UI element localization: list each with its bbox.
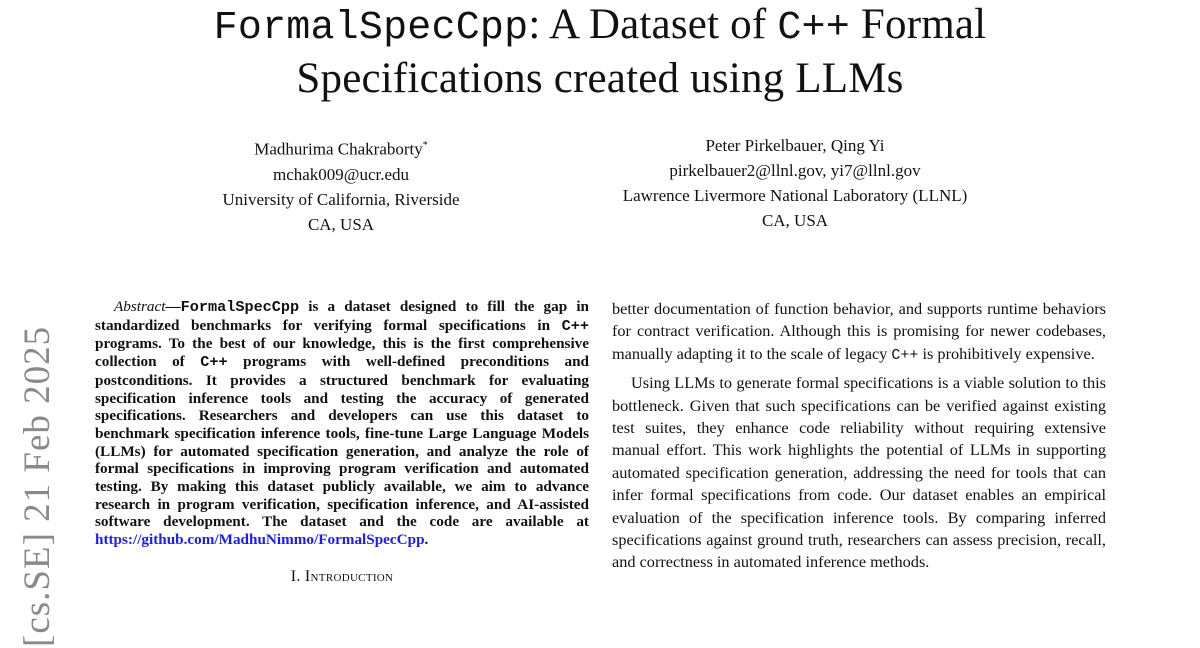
abstract-text-2: programs. To the best of our knowledge, this is the first comprehensive collection of <box>95 335 589 371</box>
author-email: mchak009@ucr.edu <box>272 164 410 184</box>
title-code-name: FormalSpecCpp <box>213 6 529 51</box>
author-location: CA, USA <box>761 211 829 230</box>
abstract-text-1: is a dataset designed to fill the gap in standardized benchmarks for verifying formal specifications in <box>95 298 589 334</box>
intro-paragraph-2: Using LLMs to generate formal specifications is a viable solution to this bottleneck. Given that such specifications can be verified against existing test suites, they enhance code reliability without requiring extensive manual effort. This work highlights the potential of LLMs in supporting automated specification generation, addressing the need for tools that can infer formal specifications from code. Our dataset enables an empirical evaluation of the specification inference tools. By comparing inferred specifications against ground truth, researchers can assess precision, recall, and correctness in automated inference methods. <box>612 373 1106 572</box>
abstract-code-name: FormalSpecCpp <box>180 298 300 316</box>
title-cpp: C++ <box>777 6 850 51</box>
author-location: CA, USA <box>307 214 375 234</box>
author-affiliation: University of California, Riverside <box>222 189 460 209</box>
title-line-2: Specifications created using LLMs <box>296 55 904 102</box>
para1-cpp: C++ <box>891 346 919 364</box>
author-mark: * <box>422 140 428 151</box>
abstract-label: Abstract <box>114 298 166 315</box>
title-line-1 <box>0 0 1200 54</box>
dataset-link[interactable]: https://github.com/MadhuNimmo/FormalSpecCpp <box>95 531 425 549</box>
abstract-end: . <box>424 531 429 549</box>
title-text-part1: : A Dataset of <box>528 1 778 48</box>
author-name-text: Madhurima Chakraborty <box>254 139 423 159</box>
abstract-text-3: programs with well-defined preconditions and postconditions. It provides a structured benchmark for evaluating specification inference tools and testing the accuracy of generated specifications. Researchers and developers can use this dataset to benchmark specification inference tools, fine-tune Large Language Models (LLMs) for automated specification generation, and analyze the role of formal specifications in improving program verification and automated testing. By making this dataset publicly available, we aim to advance research in program verification, specification inference, and AI-assisted software development. The dataset and the code are available at <box>95 353 589 531</box>
author-email: pirkelbauer2@llnl.gov, yi7@llnl.gov <box>669 161 921 180</box>
right-column <box>612 298 1106 574</box>
author-name: Peter Pirkelbauer, Qing Yi <box>705 136 885 155</box>
section-heading-introduction <box>95 566 589 588</box>
intro-paragraph-1 <box>612 298 1106 367</box>
section-title: Introduction <box>304 567 394 585</box>
abstract-cpp-1: C++ <box>561 316 589 335</box>
author-block-1 <box>190 133 492 237</box>
left-column <box>95 298 589 587</box>
para1-text-b: is prohibitively expensive. <box>918 343 1095 363</box>
author-name <box>190 133 492 162</box>
arxiv-stamp: [cs.SE] 21 Feb 2025 <box>17 325 58 647</box>
para1-text-a: better documentation of function behavior, and supports runtime behaviors for contract verification. Although this is promising for newer codebases, manually adapting it to the scale of legacy <box>612 299 1106 363</box>
paper-title <box>0 0 1200 104</box>
abstract <box>95 298 589 549</box>
section-numeral: I. <box>290 567 305 585</box>
abstract-cpp-2: C++ <box>200 353 228 372</box>
title-text-part2: Formal <box>849 1 987 48</box>
author-block-2 <box>580 133 1010 233</box>
abstract-dash: — <box>165 298 181 315</box>
author-affiliation: Lawrence Livermore National Laboratory (LLNL) <box>622 186 968 205</box>
